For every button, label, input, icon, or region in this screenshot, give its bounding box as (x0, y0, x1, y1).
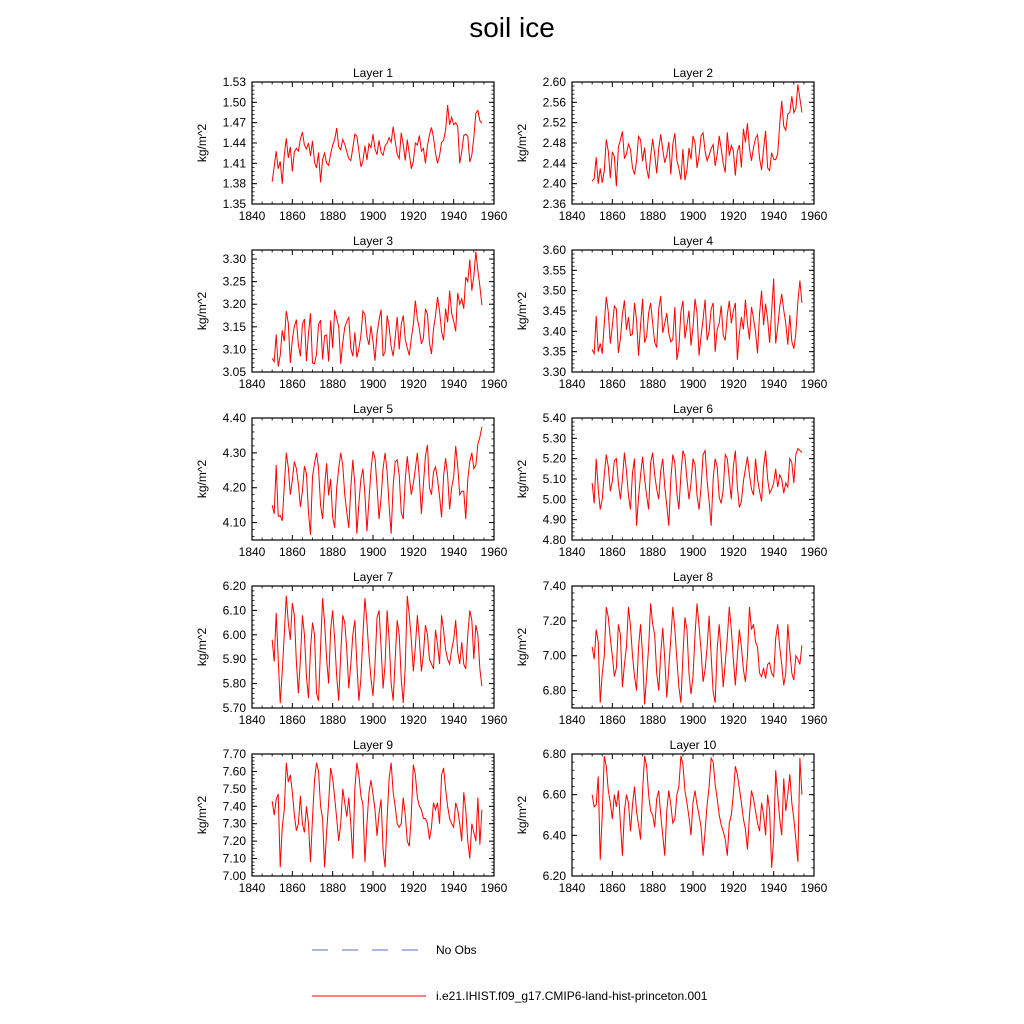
panel-title: Layer 3 (352, 234, 394, 248)
series-line (592, 756, 802, 868)
x-tick-label: 1900 (359, 377, 387, 391)
y-tick-label: 4.80 (542, 533, 566, 547)
y-tick-label: 3.25 (222, 274, 246, 289)
x-tick-label: 1960 (800, 545, 828, 559)
panel-title: Layer 6 (672, 402, 714, 416)
x-tick-label: 1900 (679, 377, 707, 391)
y-tick-label: 6.80 (542, 683, 566, 698)
x-tick-label: 1840 (238, 881, 266, 895)
x-tick-label: 1880 (319, 713, 347, 727)
panel-10 (515, 738, 828, 895)
x-tick-label: 1900 (359, 545, 387, 559)
x-tick-label: 1940 (760, 377, 788, 391)
x-tick-label: 1920 (719, 713, 747, 727)
x-tick-label: 1900 (359, 713, 387, 727)
x-tick-label: 1940 (440, 545, 468, 559)
x-tick-label: 1960 (480, 377, 508, 391)
panel-title: Layer 5 (352, 402, 394, 416)
y-tick-label: 3.30 (222, 252, 246, 267)
x-tick-label: 1880 (319, 545, 347, 559)
x-tick-label: 1960 (800, 377, 828, 391)
x-tick-label: 1840 (238, 209, 266, 223)
x-tick-label: 1960 (800, 713, 828, 727)
x-tick-label: 1920 (719, 881, 747, 895)
y-tick-label: 7.10 (222, 851, 246, 866)
x-tick-label: 1840 (238, 545, 266, 559)
y-axis-label: kg/m^2 (195, 291, 209, 331)
y-tick-label: 2.36 (542, 197, 566, 211)
series-line (592, 278, 802, 359)
x-tick-label: 1920 (719, 545, 747, 559)
y-tick-label: 3.30 (542, 365, 566, 379)
x-tick-label: 1900 (679, 209, 707, 223)
x-tick-label: 1840 (558, 377, 586, 391)
y-tick-label: 6.60 (542, 787, 566, 802)
plot-frame (252, 418, 494, 540)
x-tick-label: 1880 (639, 377, 667, 391)
series-line (592, 85, 802, 187)
panel-title: Layer 10 (669, 738, 717, 752)
y-tick-label: 6.20 (542, 869, 566, 883)
plot-frame (252, 754, 494, 876)
x-tick-label: 1840 (238, 713, 266, 727)
x-tick-label: 1860 (598, 377, 626, 391)
x-tick-label: 1920 (719, 209, 747, 223)
y-tick-label: 7.20 (542, 613, 566, 628)
y-axis-label: kg/m^2 (515, 291, 529, 331)
y-tick-label: 1.35 (222, 197, 246, 211)
x-tick-label: 1860 (598, 545, 626, 559)
panel-title: Layer 4 (672, 234, 714, 248)
x-tick-label: 1860 (278, 713, 306, 727)
panel-1 (195, 66, 508, 223)
y-tick-label: 4.40 (222, 411, 246, 425)
series-line (272, 105, 482, 184)
y-axis-label: kg/m^2 (195, 627, 209, 667)
x-tick-label: 1940 (440, 713, 468, 727)
y-tick-label: 4.20 (222, 480, 246, 495)
x-tick-label: 1940 (440, 209, 468, 223)
y-tick-label: 5.30 (542, 431, 566, 446)
y-tick-label: 3.15 (222, 319, 246, 334)
x-tick-label: 1860 (598, 209, 626, 223)
y-tick-label: 1.53 (222, 75, 246, 89)
y-tick-label: 1.38 (222, 176, 246, 191)
y-tick-label: 2.52 (542, 115, 566, 130)
x-tick-label: 1940 (760, 545, 788, 559)
plot-frame (572, 82, 814, 204)
y-tick-label: 5.20 (542, 451, 566, 466)
x-tick-label: 1960 (480, 881, 508, 895)
y-tick-label: 3.05 (222, 365, 246, 379)
x-tick-label: 1920 (399, 545, 427, 559)
plot-frame (572, 418, 814, 540)
series-line (272, 763, 482, 868)
y-axis-label: kg/m^2 (195, 123, 209, 163)
panel-8 (515, 570, 828, 727)
series-line (272, 427, 482, 535)
y-tick-label: 2.56 (542, 95, 566, 110)
x-tick-label: 1940 (760, 881, 788, 895)
x-tick-label: 1880 (639, 713, 667, 727)
y-tick-label: 2.60 (542, 75, 566, 89)
y-tick-label: 6.20 (222, 579, 246, 593)
x-tick-label: 1920 (399, 209, 427, 223)
panel-title: Layer 8 (672, 570, 714, 584)
y-tick-label: 5.70 (222, 701, 246, 715)
y-tick-label: 3.50 (542, 283, 566, 298)
panel-5 (195, 402, 508, 559)
x-tick-label: 1960 (800, 881, 828, 895)
y-tick-label: 1.41 (222, 156, 246, 171)
panel-title: Layer 7 (352, 570, 394, 584)
y-axis-label: kg/m^2 (195, 459, 209, 499)
x-tick-label: 1900 (359, 881, 387, 895)
x-tick-label: 1860 (278, 377, 306, 391)
x-tick-label: 1940 (440, 881, 468, 895)
x-tick-label: 1960 (480, 545, 508, 559)
y-axis-label: kg/m^2 (195, 795, 209, 835)
y-tick-label: 3.10 (222, 342, 246, 357)
x-tick-label: 1920 (399, 713, 427, 727)
x-tick-label: 1900 (679, 545, 707, 559)
x-tick-label: 1960 (480, 713, 508, 727)
x-tick-label: 1880 (639, 209, 667, 223)
x-tick-label: 1860 (278, 881, 306, 895)
y-tick-label: 5.00 (542, 492, 566, 507)
x-tick-label: 1920 (399, 881, 427, 895)
y-tick-label: 1.44 (222, 136, 246, 150)
y-tick-label: 7.50 (222, 781, 246, 796)
y-tick-label: 5.90 (222, 652, 246, 667)
y-tick-label: 3.45 (542, 304, 566, 318)
y-tick-label: 3.35 (542, 344, 566, 359)
x-tick-label: 1840 (558, 713, 586, 727)
y-tick-label: 5.40 (542, 411, 566, 425)
y-axis-label: kg/m^2 (515, 123, 529, 163)
x-tick-label: 1960 (480, 209, 508, 223)
series-line (272, 252, 482, 367)
x-tick-label: 1880 (319, 881, 347, 895)
y-tick-label: 7.40 (542, 579, 566, 593)
y-tick-label: 4.10 (222, 515, 246, 530)
y-tick-label: 6.40 (542, 828, 566, 843)
y-tick-label: 7.70 (222, 747, 246, 761)
legend-label: No Obs (436, 943, 477, 957)
y-tick-label: 1.50 (222, 95, 246, 110)
y-axis-label: kg/m^2 (515, 795, 529, 835)
x-tick-label: 1860 (278, 209, 306, 223)
x-tick-label: 1940 (760, 209, 788, 223)
y-tick-label: 2.48 (542, 136, 566, 150)
panel-title: Layer 9 (352, 738, 394, 752)
y-tick-label: 2.44 (542, 156, 566, 171)
y-tick-label: 1.47 (222, 115, 246, 130)
figure-title: soil ice (469, 12, 555, 43)
panel-4 (515, 234, 828, 391)
x-tick-label: 1940 (760, 713, 788, 727)
plot-frame (252, 82, 494, 204)
y-tick-label: 7.60 (222, 764, 246, 779)
x-tick-label: 1880 (319, 377, 347, 391)
plot-frame (572, 754, 814, 876)
plot-frame (572, 586, 814, 708)
x-tick-label: 1840 (558, 881, 586, 895)
y-tick-label: 3.20 (222, 297, 246, 312)
y-tick-label: 5.10 (542, 472, 566, 486)
y-axis-label: kg/m^2 (515, 627, 529, 667)
x-tick-label: 1920 (399, 377, 427, 391)
y-tick-label: 6.80 (542, 747, 566, 761)
x-tick-label: 1840 (238, 377, 266, 391)
y-tick-label: 4.90 (542, 512, 566, 527)
x-tick-label: 1860 (278, 545, 306, 559)
y-tick-label: 7.20 (222, 834, 246, 849)
x-tick-label: 1880 (319, 209, 347, 223)
y-tick-label: 7.00 (542, 648, 566, 663)
y-tick-label: 6.00 (222, 627, 246, 642)
y-tick-label: 3.60 (542, 243, 566, 257)
y-tick-label: 6.10 (222, 603, 246, 618)
y-axis-label: kg/m^2 (515, 459, 529, 499)
x-tick-label: 1860 (598, 881, 626, 895)
panel-3 (195, 234, 508, 391)
series-line (592, 603, 802, 704)
legend (312, 943, 708, 1003)
y-tick-label: 2.40 (542, 176, 566, 191)
x-tick-label: 1840 (558, 209, 586, 223)
x-tick-label: 1900 (679, 713, 707, 727)
series-line (592, 449, 802, 526)
y-tick-label: 7.40 (222, 799, 246, 814)
x-tick-label: 1940 (440, 377, 468, 391)
x-tick-label: 1840 (558, 545, 586, 559)
x-tick-label: 1920 (719, 377, 747, 391)
y-tick-label: 7.30 (222, 816, 246, 831)
x-tick-label: 1860 (598, 713, 626, 727)
x-tick-label: 1880 (639, 881, 667, 895)
y-tick-label: 4.30 (222, 445, 246, 460)
plot-frame (252, 250, 494, 372)
panel-2 (515, 66, 828, 223)
panel-7 (195, 570, 508, 727)
y-tick-label: 3.40 (542, 324, 566, 339)
y-tick-label: 3.55 (542, 263, 566, 278)
panel-6 (515, 402, 828, 559)
x-tick-label: 1900 (679, 881, 707, 895)
panel-9 (195, 738, 508, 895)
legend-label: i.e21.IHIST.f09_g17.CMIP6-land-hist-princeton.001 (436, 989, 708, 1003)
x-tick-label: 1880 (639, 545, 667, 559)
y-tick-label: 5.80 (222, 676, 246, 691)
panel-title: Layer 2 (672, 66, 714, 80)
x-tick-label: 1960 (800, 209, 828, 223)
series-line (272, 596, 482, 703)
x-tick-label: 1900 (359, 209, 387, 223)
y-tick-label: 7.00 (222, 869, 246, 883)
panel-title: Layer 1 (352, 66, 394, 80)
